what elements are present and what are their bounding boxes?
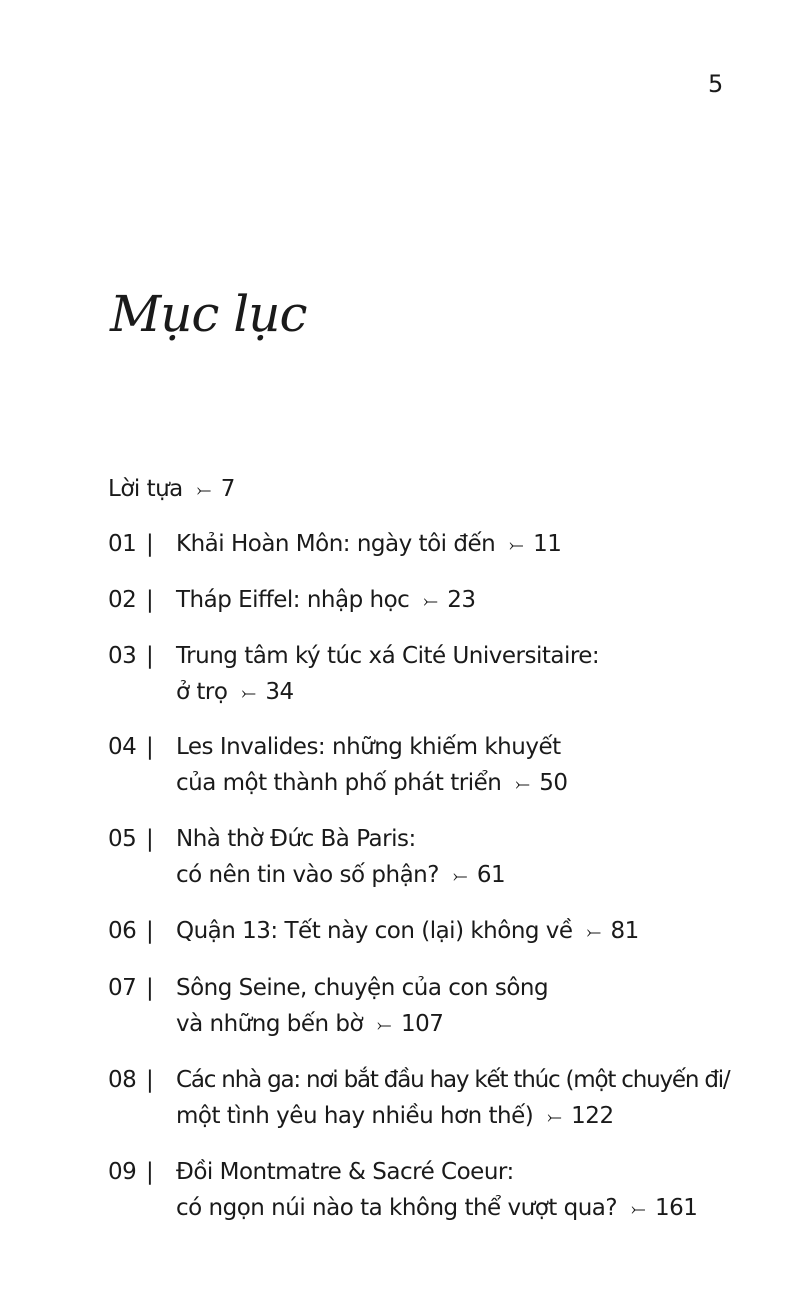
divider: | (146, 975, 154, 1001)
arrow-icon: ⤚ (423, 591, 438, 612)
toc-page: 161 (655, 1195, 698, 1221)
arrow-icon: ⤚ (196, 480, 211, 501)
toc-entry-line: Quận 13: Tết này con (lại) không về ⤚ 81 (176, 918, 639, 944)
arrow-icon: ⤚ (241, 683, 256, 704)
toc-page: 50 (539, 770, 568, 796)
toc-page: 107 (400, 1011, 444, 1037)
toc-entry-line: có nên tin vào số phận? ⤚ 61 (176, 862, 506, 888)
page-number: 5 (708, 70, 724, 98)
toc-entry-line: Đồi Montmatre & Sacré Coeur: (176, 1159, 514, 1185)
arrow-icon: ⤚ (377, 1015, 391, 1036)
toc-number: 05 (108, 826, 137, 852)
divider: | (146, 1159, 154, 1185)
divider: | (146, 918, 154, 944)
toc-page: 7 (220, 476, 235, 502)
toc-entry-line: và những bến bờ ⤚ 107 (176, 1011, 444, 1037)
toc-number: 04 (108, 734, 137, 760)
toc-preface (108, 476, 235, 502)
toc-preface-label: Lời tựa (108, 476, 183, 502)
arrow-icon: ⤚ (515, 774, 530, 795)
divider: | (146, 826, 154, 852)
toc-page: 122 (571, 1103, 614, 1129)
toc-entry-line: Nhà thờ Đức Bà Paris: (176, 826, 416, 852)
arrow-icon: ⤚ (586, 922, 601, 943)
divider: | (146, 1067, 154, 1093)
toc-entry-line: Trung tâm ký túc xá Cité Universitaire: (176, 643, 600, 669)
toc-page: 34 (265, 679, 294, 705)
toc-page: 11 (533, 531, 562, 557)
toc-page: 81 (610, 918, 639, 944)
divider: | (146, 587, 154, 613)
toc-number: 01 (108, 531, 137, 557)
toc-entry-line: Khải Hoàn Môn: ngày tôi đến ⤚ 11 (176, 531, 562, 557)
page-title: Mục lục (110, 285, 307, 343)
toc-entry-line: Các nhà ga: nơi bắt đầu hay kết thúc (một chuyến đi/ (176, 1067, 730, 1093)
arrow-icon: ⤚ (631, 1199, 645, 1220)
toc-entry-line: Tháp Eiffel: nhập học ⤚ 23 (176, 587, 476, 613)
toc-number: 03 (108, 643, 137, 669)
toc-entry-line: Sông Seine, chuyện của con sông (176, 975, 549, 1001)
toc-entry-line: ở trọ ⤚ 34 (176, 679, 294, 705)
toc-page: 23 (447, 587, 476, 613)
toc-entry-line: Les Invalides: những khiếm khuyết (176, 734, 561, 760)
toc-entry-line: một tình yêu hay nhiều hơn thế) ⤚ 122 (176, 1103, 614, 1129)
divider: | (146, 531, 154, 557)
toc-number: 08 (108, 1067, 137, 1093)
toc-entry-line: của một thành phố phát triển ⤚ 50 (176, 770, 568, 796)
toc-number: 09 (108, 1159, 137, 1185)
toc-number: 06 (108, 918, 137, 944)
arrow-icon: ⤚ (452, 866, 467, 887)
toc-entry-line: có ngọn núi nào ta không thể vượt qua? ⤚ 161 (176, 1195, 698, 1221)
divider: | (146, 734, 154, 760)
toc-number: 02 (108, 587, 137, 613)
arrow-icon: ⤚ (547, 1107, 562, 1128)
arrow-icon: ⤚ (509, 535, 524, 556)
toc-number: 07 (108, 975, 137, 1001)
toc-page: 61 (476, 862, 506, 888)
divider: | (146, 643, 154, 669)
